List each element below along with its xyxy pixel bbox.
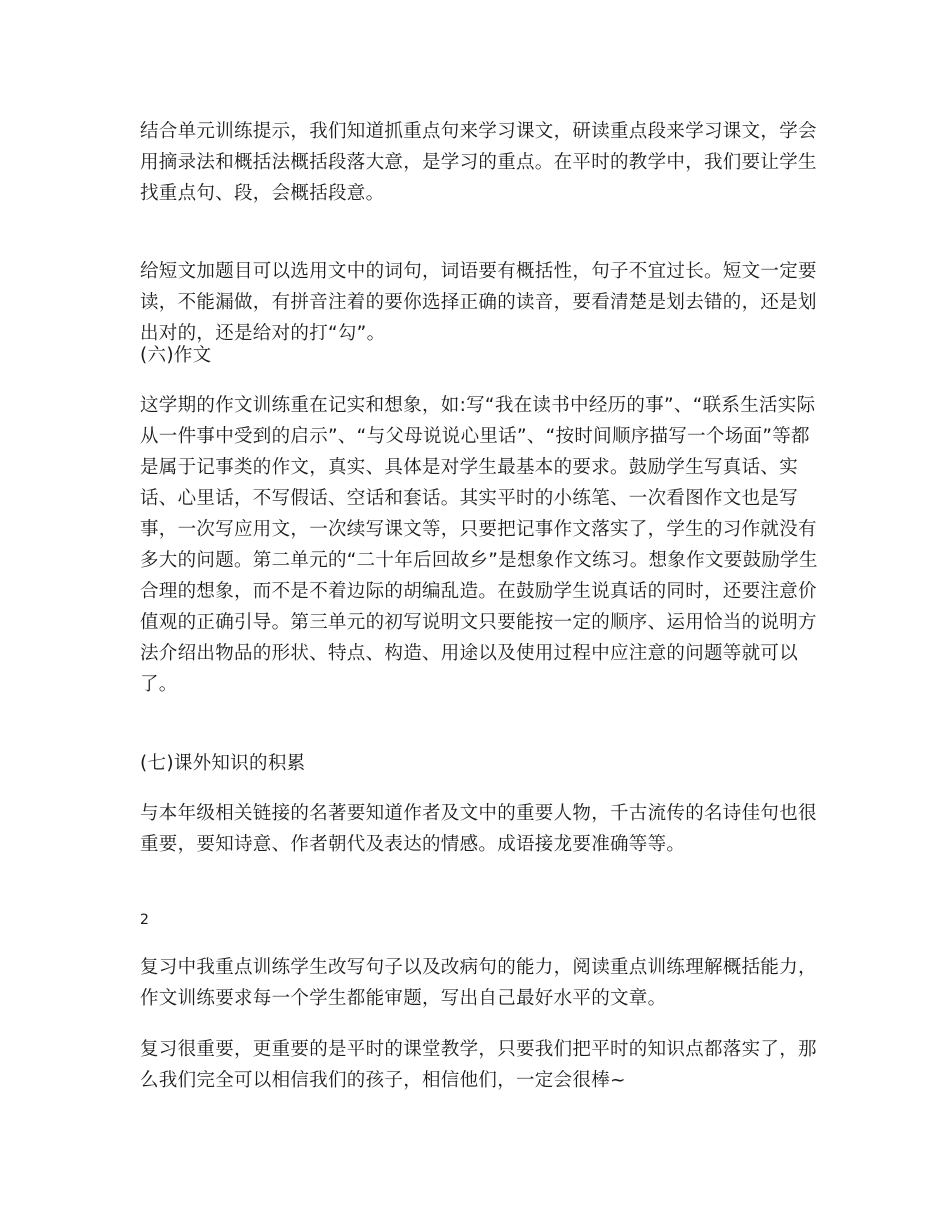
section-heading-composition: (六)作文 bbox=[140, 345, 212, 366]
page-number: 2 bbox=[140, 912, 149, 928]
paragraph-conclusion: 复习很重要，更重要的是平时的课堂教学，只要我们把平时的知识点都落实了，那么我们完全可以相信我们的孩子，相信他们，一定会很棒~ bbox=[140, 1039, 817, 1091]
section-heading-extracurricular: (七)课外知识的积累 bbox=[140, 753, 306, 774]
paragraph-short-text-title: 给短文加题目可以选用文中的词句，词语要有概括性，句子不宜过长。短文一定要读，不能漏做，有拼音注着的要你选择正确的读音，要看清楚是划去错的，还是划出对的，还是给对的打“勾”。 bbox=[140, 261, 817, 344]
paragraph-key-sentences: 结合单元训练提示，我们知道抓重点句来学习课文，研读重点段来学习课文，学会用摘录法和概括法概括段落大意，是学习的重点。在平时的教学中，我们要让学生找重点句、段，会概括段意。 bbox=[140, 121, 817, 204]
paragraph-composition: 这学期的作文训练重在记实和想象，如:写“我在读书中经历的事”、“联系生活实际从一件事中受到的启示”、“与父母说说心里话”、“按时间顺序描写一个场面”等都是属于记事类的作文，真实、具体是对学生最基本的要求。鼓励学生写真话、实话、心里话，不写假话、空话和套话。其实平时的小练笔、一次看图作文也是写事，一次写应用文，一次续写课文等，只要把记事作文落实了，学生的习作就没有多大的问题。第二单元的“二十年后回故乡”是想象作文练习。想象作文要鼓励学生合理的想象，而不是不着边际的胡编乱造。在鼓励学生说真话的同时，还要注意价值观的正确引导。第三单元的初写说明文只要能按一定的顺序、运用恰当的说明方法介绍出物品的形状、特点、构造、用途以及使用过程中应注意的问题等就可以了。 bbox=[140, 395, 818, 695]
paragraph-extracurricular: 与本年级相关链接的名著要知道作者及文中的重要人物，千古流传的名诗佳句也很重要，要知诗意、作者朝代及表达的情感。成语接龙要准确等等。 bbox=[140, 803, 817, 855]
paragraph-review-focus: 复习中我重点训练学生改写句子以及改病句的能力，阅读重点训练理解概括能力，作文训练要求每一个学生都能审题，写出自己最好水平的文章。 bbox=[140, 957, 817, 1009]
